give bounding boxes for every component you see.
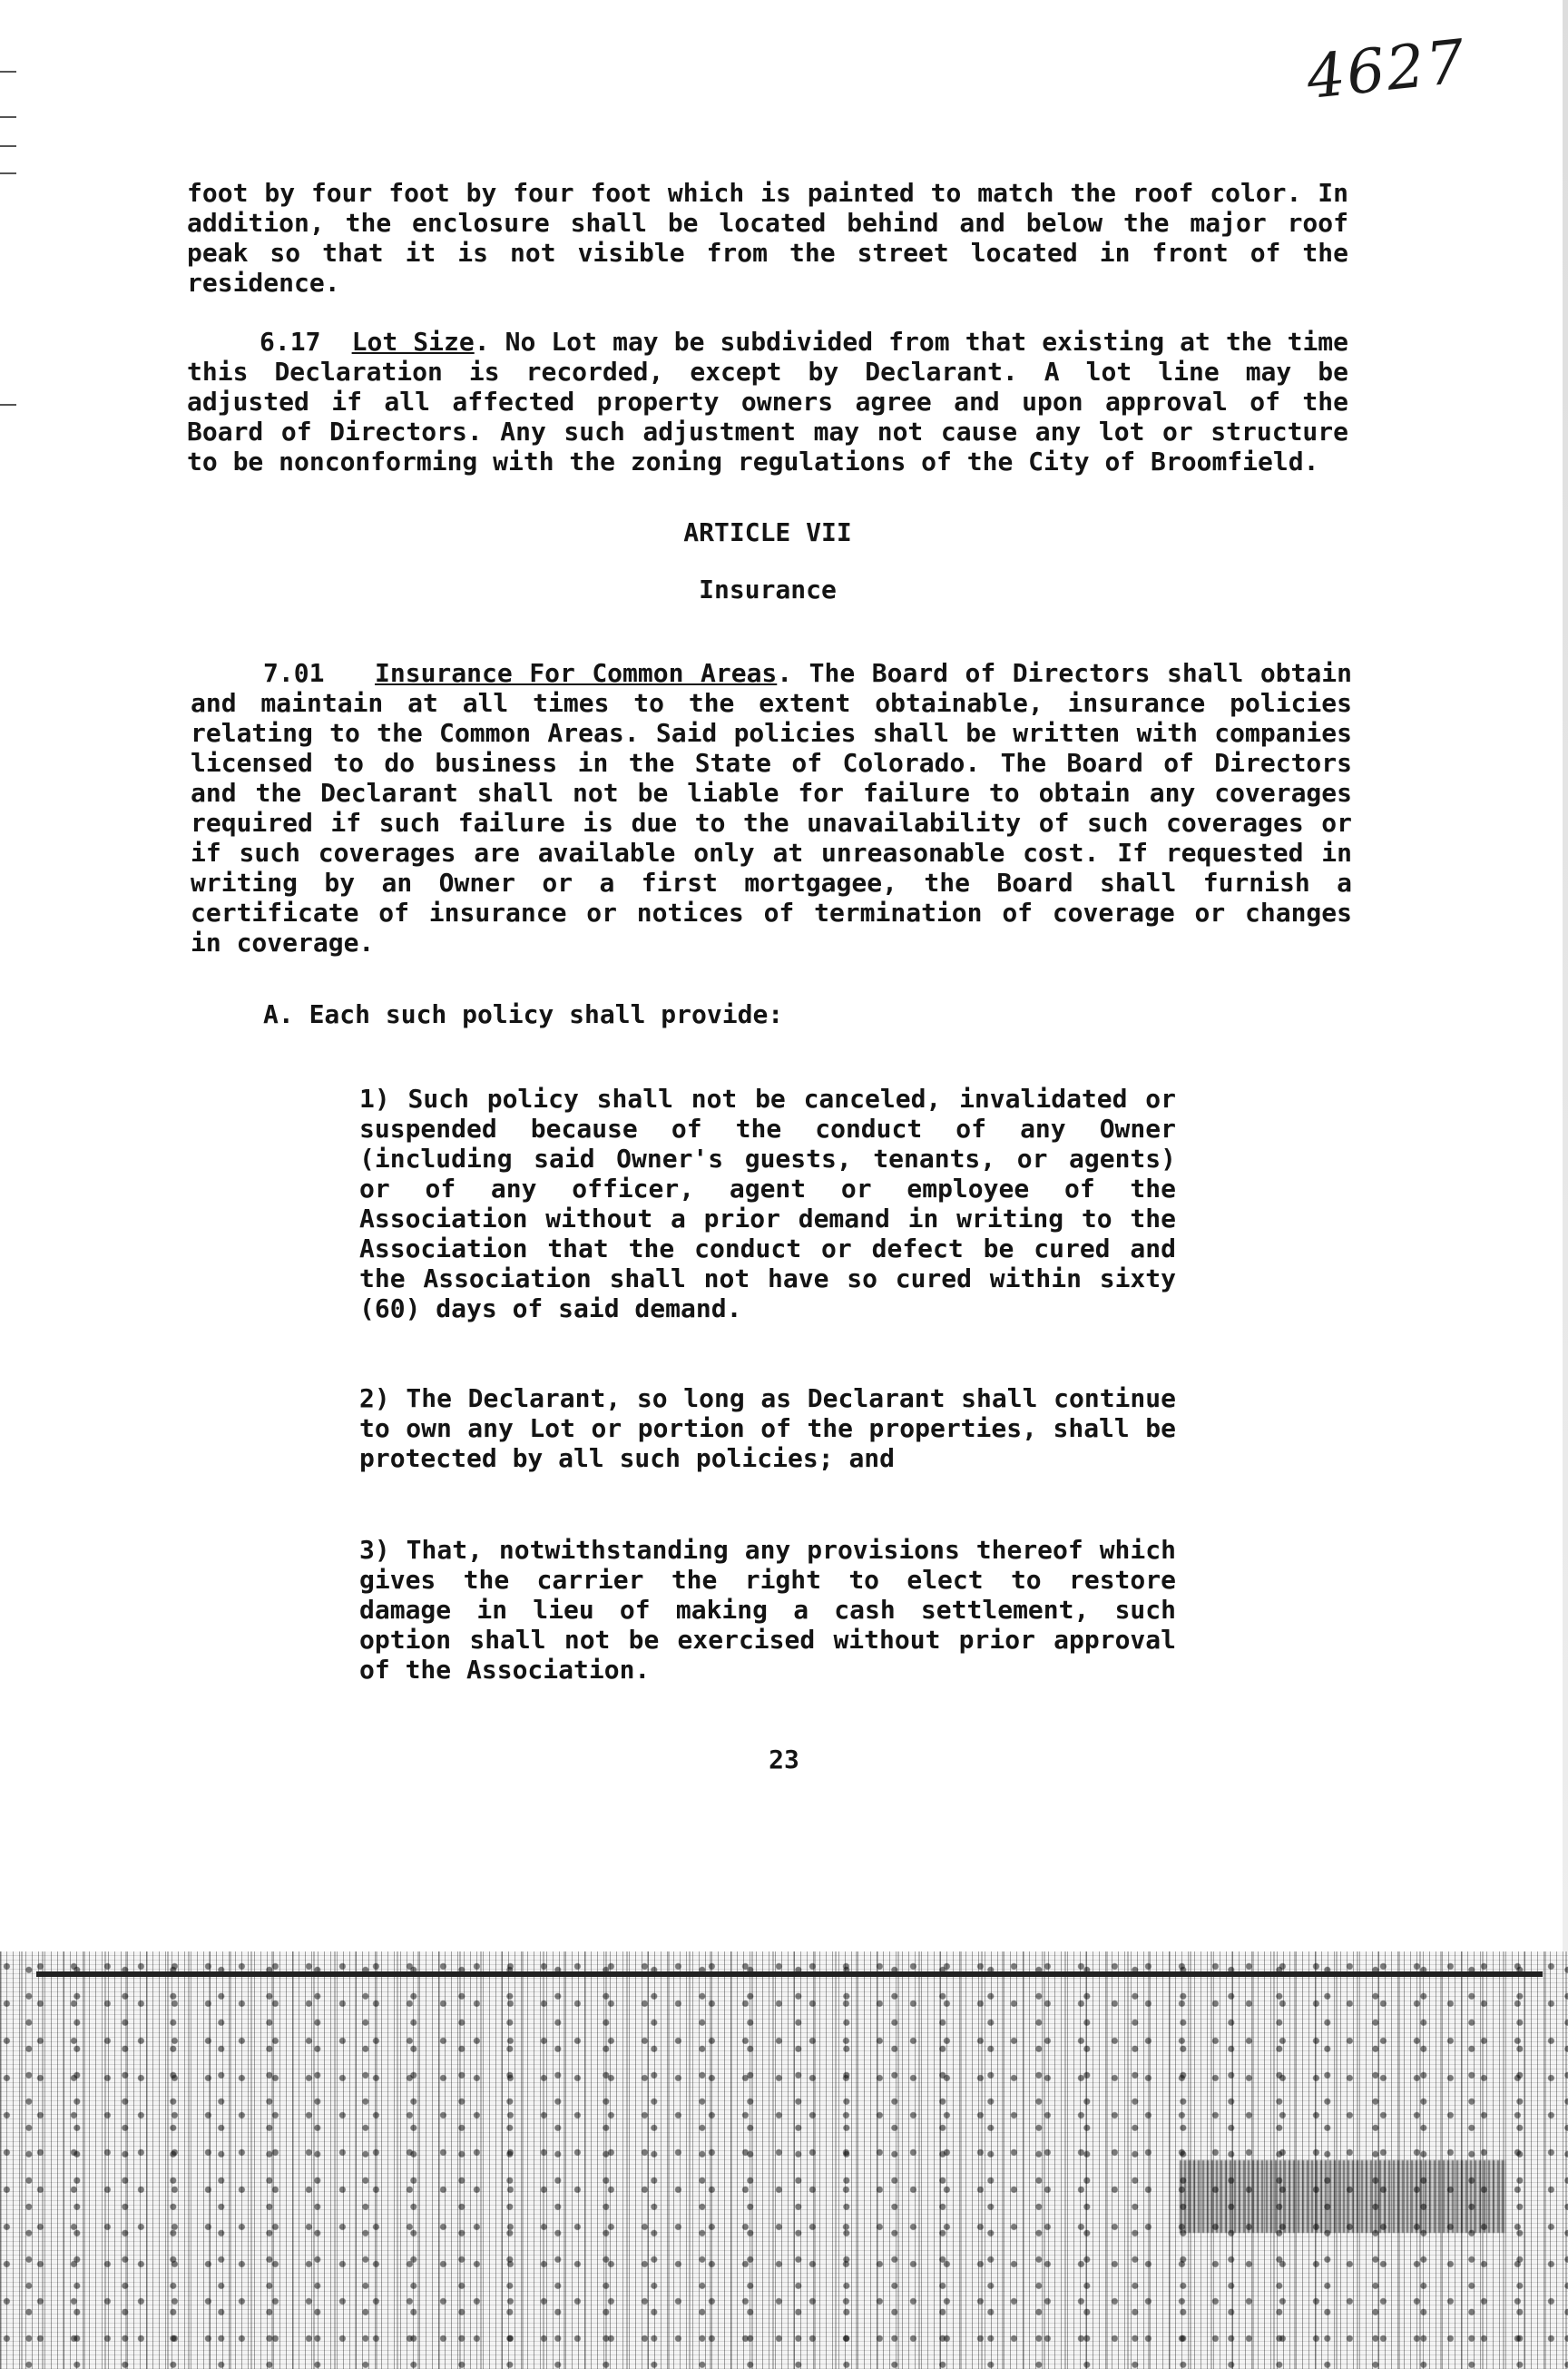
section-7-01-paragraph bbox=[191, 658, 1352, 958]
section-body: . No Lot may be subdivided from that existing at the time this Declaration is recorded, except by Declarant. A lot line may be adjusted if all affected property owners agree and upon approval of the Board of Directors. Any such adjustment may not cause any lot or structure to be nonconforming with the zoning regulations of the City of Broomfield. bbox=[187, 327, 1349, 477]
section-6-17-paragraph bbox=[187, 327, 1348, 477]
scan-noise-dark-patch bbox=[1180, 2160, 1506, 2233]
continuation-paragraph: foot by four foot by four foot which is painted to match the roof color. In addition, the enclosure shall be located behind and below the major roof peak so that it is not visible from the street located in front of the residence. bbox=[187, 178, 1348, 298]
subsection-a: A. Each such policy shall provide: bbox=[263, 999, 784, 1029]
page-number: 23 bbox=[769, 1745, 799, 1774]
article-heading: ARTICLE VII bbox=[683, 517, 852, 547]
article-title: Insurance bbox=[699, 575, 837, 605]
scan-edge bbox=[1563, 0, 1568, 1951]
list-item: 3) That, notwithstanding any provisions thereof which gives the carrier the right to elect to restore damage in lieu of making a cash settlement, such option shall not be exercised without prior approval of the Association. bbox=[359, 1535, 1176, 1685]
section-title: Lot Size bbox=[351, 327, 475, 357]
section-title: Insurance For Common Areas bbox=[375, 658, 778, 688]
scan-noise-line bbox=[36, 1971, 1543, 1977]
section-number: 6.17 bbox=[260, 327, 321, 357]
list-item: 1) Such policy shall not be canceled, invalidated or suspended because of the conduct of any Owner (including said Owner's guests, tenants, or agents) or of any officer, agent or employee of the Association without a prior demand in writing to the Association that the conduct or defect be cured and the Association shall not have so cured within sixty (60) days of said demand. bbox=[359, 1084, 1176, 1323]
handwritten-page-number: 4627 bbox=[1303, 26, 1470, 113]
list-item: 2) The Declarant, so long as Declarant shall continue to own any Lot or portion of the properties, shall be protected by all such policies; and bbox=[359, 1383, 1176, 1473]
section-number: 7.01 bbox=[263, 658, 325, 688]
section-body: . The Board of Directors shall obtain and maintain at all times to the extent obtainable, insurance policies relating to the Common Areas. Said policies shall be written with companies licensed to do business in the State of Colorado. The Board of Directors and the Declarant shall not be liable for failure to obtain any coverages required if such failure is due to the unavailability of such coverages or if such coverages are available only at unreasonable cost. If requested in writing by an Owner or a first mortgagee, the Board shall furnish a certificate of insurance or notices of termination of coverage or changes in coverage. bbox=[191, 658, 1352, 958]
